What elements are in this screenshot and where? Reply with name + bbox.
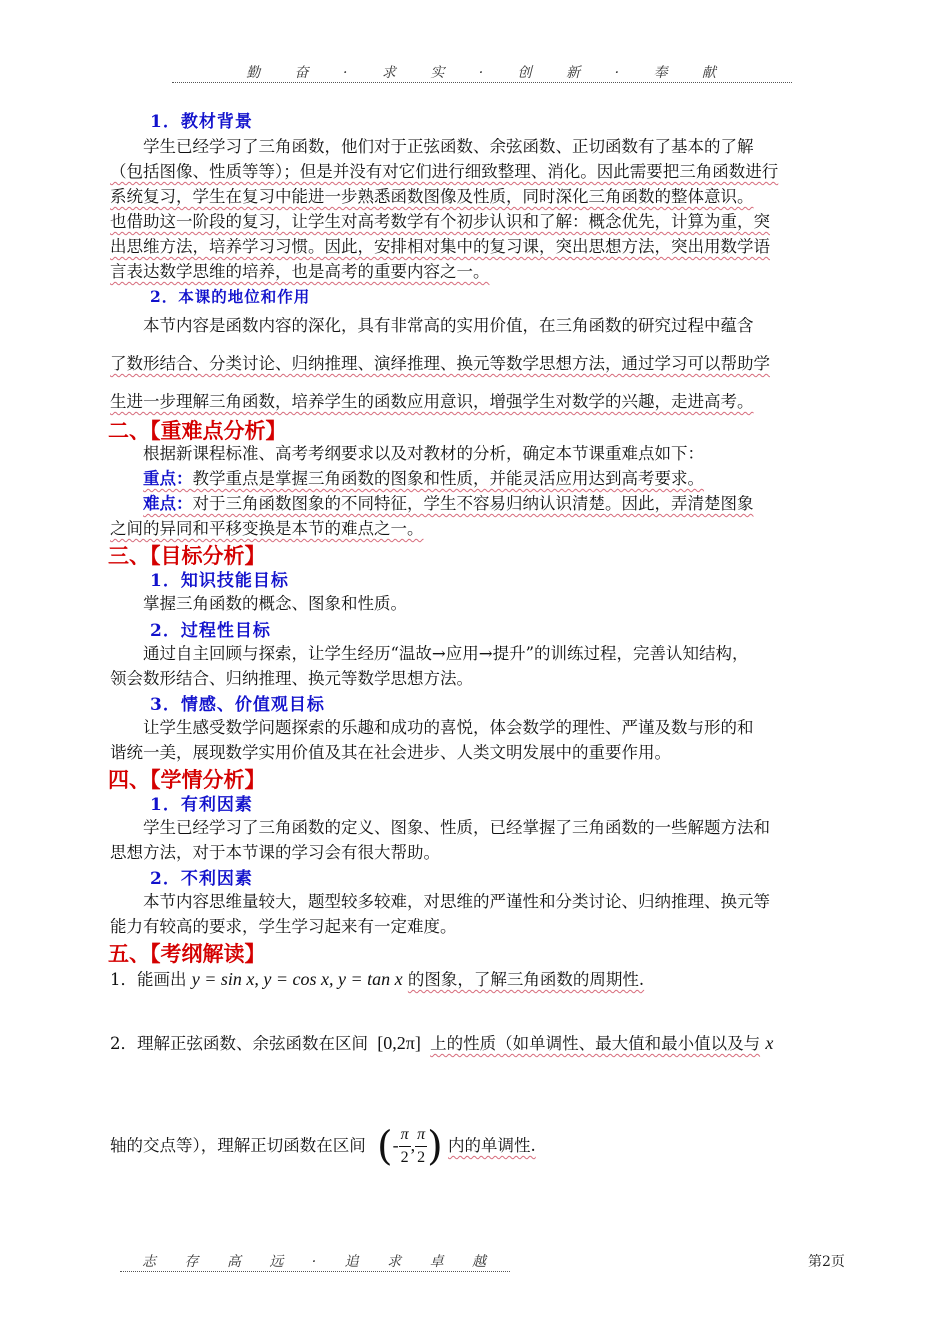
key-point-label: 重点：	[143, 469, 193, 488]
syllabus-item-1	[110, 964, 854, 995]
text-line: 根据新课程标准、高考考纲要求以及对教材的分析，确定本节课重难点如下：	[143, 444, 704, 463]
syllabus-item-2	[110, 1027, 870, 1060]
item-2-prefix: 2．理解正弦函数、余弦函数在区间	[110, 1034, 368, 1053]
paragraph-goal-process	[110, 641, 854, 691]
key-point-line	[110, 466, 854, 491]
item-1-suffix: 的图象，了解三角函数的周期性.	[407, 970, 645, 989]
header-divider	[172, 82, 792, 83]
paragraph-status	[110, 307, 854, 421]
open-interval-formula: (- $\frac{\pi}{2}$ , $\frac{\pi}{2}$ )	[377, 1123, 443, 1170]
text-line: 领会数形结合、归纳推理、换元等数学思想方法。	[110, 669, 473, 688]
paragraph-goal-knowledge	[110, 591, 854, 616]
left-paren: (	[377, 1123, 393, 1170]
fraction-denominator: 2	[417, 1149, 426, 1166]
text-line: 也借助这一阶段的复习，让学生对高考数学有个初步认识和了解：概念优先，计算为重，突	[110, 212, 770, 231]
paragraph-goal-emotion	[110, 715, 854, 765]
header-motto: 勤 奋 · 求 实 · 创 新 · 奉 献	[246, 65, 718, 81]
subheading-unfavorable: 2．不利因素	[150, 869, 253, 889]
item-3-prefix: 轴的交点等），理解正切函数在区间	[110, 1136, 366, 1155]
page-number: 第2页	[808, 1254, 845, 1270]
hard-point-line	[110, 491, 854, 516]
text-line: （包括图像、性质等等）；但是并没有对它们进行细致整理、消化。因此需要把三角函数进行	[110, 162, 779, 181]
text-line: 本节内容是函数内容的深化，具有非常高的实用价值，在三角函数的研究过程中蕴含	[143, 316, 754, 335]
paragraph-favorable	[110, 815, 854, 865]
text-line: 通过自主回顾与探索，让学生经历“温故→应用→提升”的训练过程，完善认知结构，	[143, 644, 749, 663]
footer-motto: 志 存 高 远 · 追 求 卓 越	[141, 1254, 489, 1270]
subheading-background: 1．教材背景	[150, 112, 253, 132]
section-heading-difficulty: 二、【重难点分析】	[108, 418, 287, 443]
footer-divider	[120, 1271, 510, 1272]
text-line: 能力有较高的要求，学生学习起来有一定难度。	[110, 917, 457, 936]
item-2-suffix: 上的性质（如单调性、最大值和最小值以及与	[430, 1034, 761, 1053]
text-line: 学生已经学习了三角函数的定义、图象、性质，已经掌握了三角函数的一些解题方法和	[143, 818, 770, 837]
fraction-numerator: π	[415, 1124, 427, 1147]
fraction-pi-over-2	[415, 1124, 427, 1169]
subheading-goal-knowledge: 1．知识技能目标	[150, 571, 289, 591]
paragraph-background	[110, 134, 854, 284]
section-heading-goals: 三、【目标分析】	[108, 543, 266, 568]
text-line: 掌握三角函数的概念、图象和性质。	[143, 594, 407, 613]
subheading-goal-process: 2．过程性目标	[150, 621, 271, 641]
item-1-prefix: 1．能画出	[110, 970, 187, 989]
text-line: 学生已经学习了三角函数，他们对于正弦函数、余弦函数、正切函数有了基本的了解	[143, 137, 754, 156]
text-line: 之间的异同和平移变换是本节的难点之一。	[110, 519, 424, 538]
section-heading-learners: 四、【学情分析】	[108, 767, 266, 792]
section-heading-syllabus: 五、【考纲解读】	[108, 941, 266, 966]
paragraph-unfavorable	[110, 889, 854, 939]
right-paren: )	[427, 1123, 443, 1170]
paragraph-difficulty	[110, 441, 854, 541]
subheading-status: 2．本课的地位和作用	[150, 287, 311, 306]
fraction-denominator: 2	[400, 1149, 409, 1166]
key-point-text: 教学重点是掌握三角函数的图象和性质，并能灵活应用达到高考要求。	[192, 469, 704, 488]
variable-x: x	[765, 1033, 774, 1053]
text-line: 了数形结合、分类讨论、归纳推理、演绎推理、换元等数学思想方法，通过学习可以帮助学	[110, 354, 770, 373]
text-line: 出思维方法，培养学习习惯。因此，安排相对集中的复习课，突出思想方法，突出用数学语	[110, 237, 770, 256]
interval-formula: [0,2π]	[377, 1033, 421, 1053]
fraction-numerator: π	[399, 1124, 411, 1147]
text-line: 谐统一美，展现数学实用价值及其在社会进步、人类文明发展中的重要作用。	[110, 743, 671, 762]
syllabus-item-3	[110, 1120, 854, 1172]
text-line: 言表达数学思维的培养，也是高考的重要内容之一。	[110, 262, 490, 281]
minus-sign: -	[392, 1135, 399, 1155]
subheading-goal-emotion: 3．情感、价值观目标	[150, 695, 325, 715]
text-line: 本节内容思维量较大，题型较多较难，对思维的严谨性和分类讨论、归纳推理、换元等	[143, 892, 770, 911]
text-line: 让学生感受数学问题探索的乐趣和成功的喜悦，体会数学的理性、严谨及数与形的和	[143, 718, 754, 737]
trig-functions-formula: y = sin x, y = cos x, y = tan x	[191, 969, 403, 989]
text-line: 生进一步理解三角函数，培养学生的函数应用意识，增强学生对数学的兴趣，走进高考。	[110, 392, 754, 411]
item-3-suffix: 内的单调性.	[448, 1136, 536, 1155]
hard-point-text: 对于三角函数图象的不同特征，学生不容易归纳认识清楚。因此，弄清楚图象	[192, 494, 754, 513]
hard-point-label: 难点：	[143, 494, 193, 513]
subheading-favorable: 1．有利因素	[150, 795, 253, 815]
text-line: 系统复习，学生在复习中能进一步熟悉函数图像及性质，同时深化三角函数的整体意识。	[110, 187, 754, 206]
fraction-neg-pi-over-2	[399, 1124, 411, 1169]
text-line: 思想方法，对于本节课的学习会有很大帮助。	[110, 843, 440, 862]
